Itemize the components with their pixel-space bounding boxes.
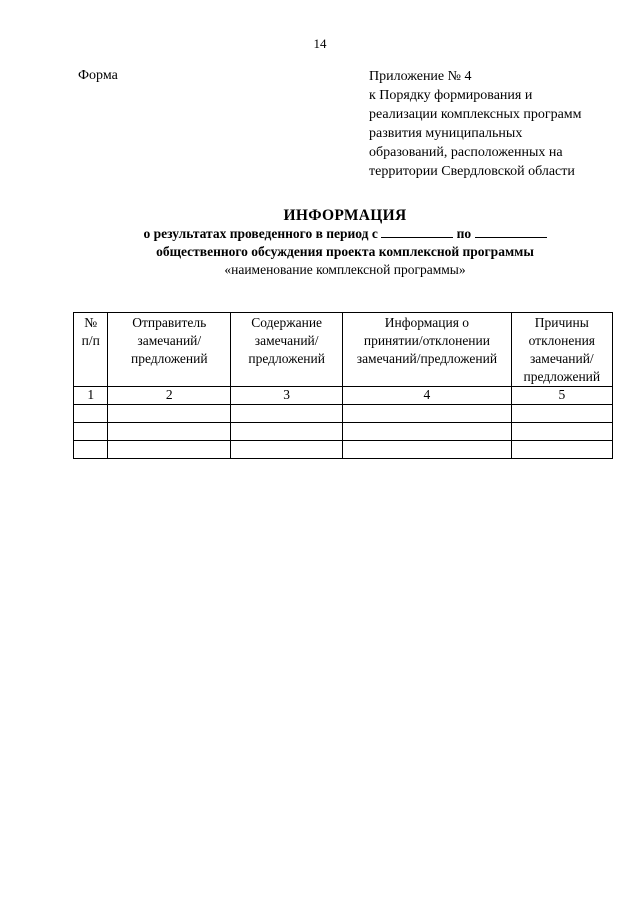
column-number-cell: 5	[511, 387, 612, 405]
results-table	[73, 312, 613, 459]
table-cell[interactable]	[343, 405, 511, 423]
column-number-cell: 1	[74, 387, 108, 405]
appendix-line: Приложение № 4	[369, 69, 472, 84]
appendix-block	[369, 67, 619, 181]
table-row	[74, 405, 613, 423]
column-number-cell: 4	[343, 387, 511, 405]
program-name-line: «наименование комплексной программы»	[224, 262, 466, 277]
table-cell[interactable]	[511, 405, 612, 423]
table-cell[interactable]	[74, 441, 108, 459]
header-rejection-reasons: Причины отклонения замечаний/ предложений	[511, 313, 612, 387]
table-cell[interactable]	[74, 423, 108, 441]
table-cell[interactable]	[511, 441, 612, 459]
table-cell[interactable]	[108, 423, 231, 441]
appendix-line: образований, расположенных на	[369, 145, 563, 160]
period-line	[0, 225, 640, 243]
form-label: Форма	[78, 68, 118, 83]
table-cell[interactable]	[231, 441, 343, 459]
appendix-line: развития муниципальных	[369, 126, 523, 141]
header-number: № п/п	[74, 313, 108, 387]
period-start-blank	[381, 225, 453, 238]
discussion-line: общественного обсуждения проекта комплексной программы	[156, 244, 534, 259]
period-end-blank	[475, 225, 547, 238]
column-number-cell: 3	[231, 387, 343, 405]
table-column-numbers-row	[74, 387, 613, 405]
period-to-label: по	[456, 226, 472, 241]
appendix-line: территории Свердловской области	[369, 164, 575, 179]
table-cell[interactable]	[108, 441, 231, 459]
page-number: 14	[313, 36, 327, 51]
table-cell[interactable]	[231, 423, 343, 441]
header-sender: Отправитель замечаний/ предложений	[108, 313, 231, 387]
table-header-row	[74, 313, 613, 387]
table-row	[74, 441, 613, 459]
table-cell[interactable]	[74, 405, 108, 423]
table-cell[interactable]	[231, 405, 343, 423]
table-cell[interactable]	[343, 441, 511, 459]
document-title-block	[0, 206, 640, 279]
header-decision-info: Информация о принятии/отклонении замечаний/предложений	[343, 313, 511, 387]
table-row	[74, 423, 613, 441]
document-title: ИНФОРМАЦИЯ	[283, 207, 407, 224]
header-content: Содержание замечаний/ предложений	[231, 313, 343, 387]
appendix-line: реализации комплексных программ	[369, 107, 582, 122]
table-cell[interactable]	[511, 423, 612, 441]
table-cell[interactable]	[343, 423, 511, 441]
period-label: о результатах проведенного в период с	[143, 226, 378, 241]
table-cell[interactable]	[108, 405, 231, 423]
appendix-line: к Порядку формирования и	[369, 88, 533, 103]
column-number-cell: 2	[108, 387, 231, 405]
